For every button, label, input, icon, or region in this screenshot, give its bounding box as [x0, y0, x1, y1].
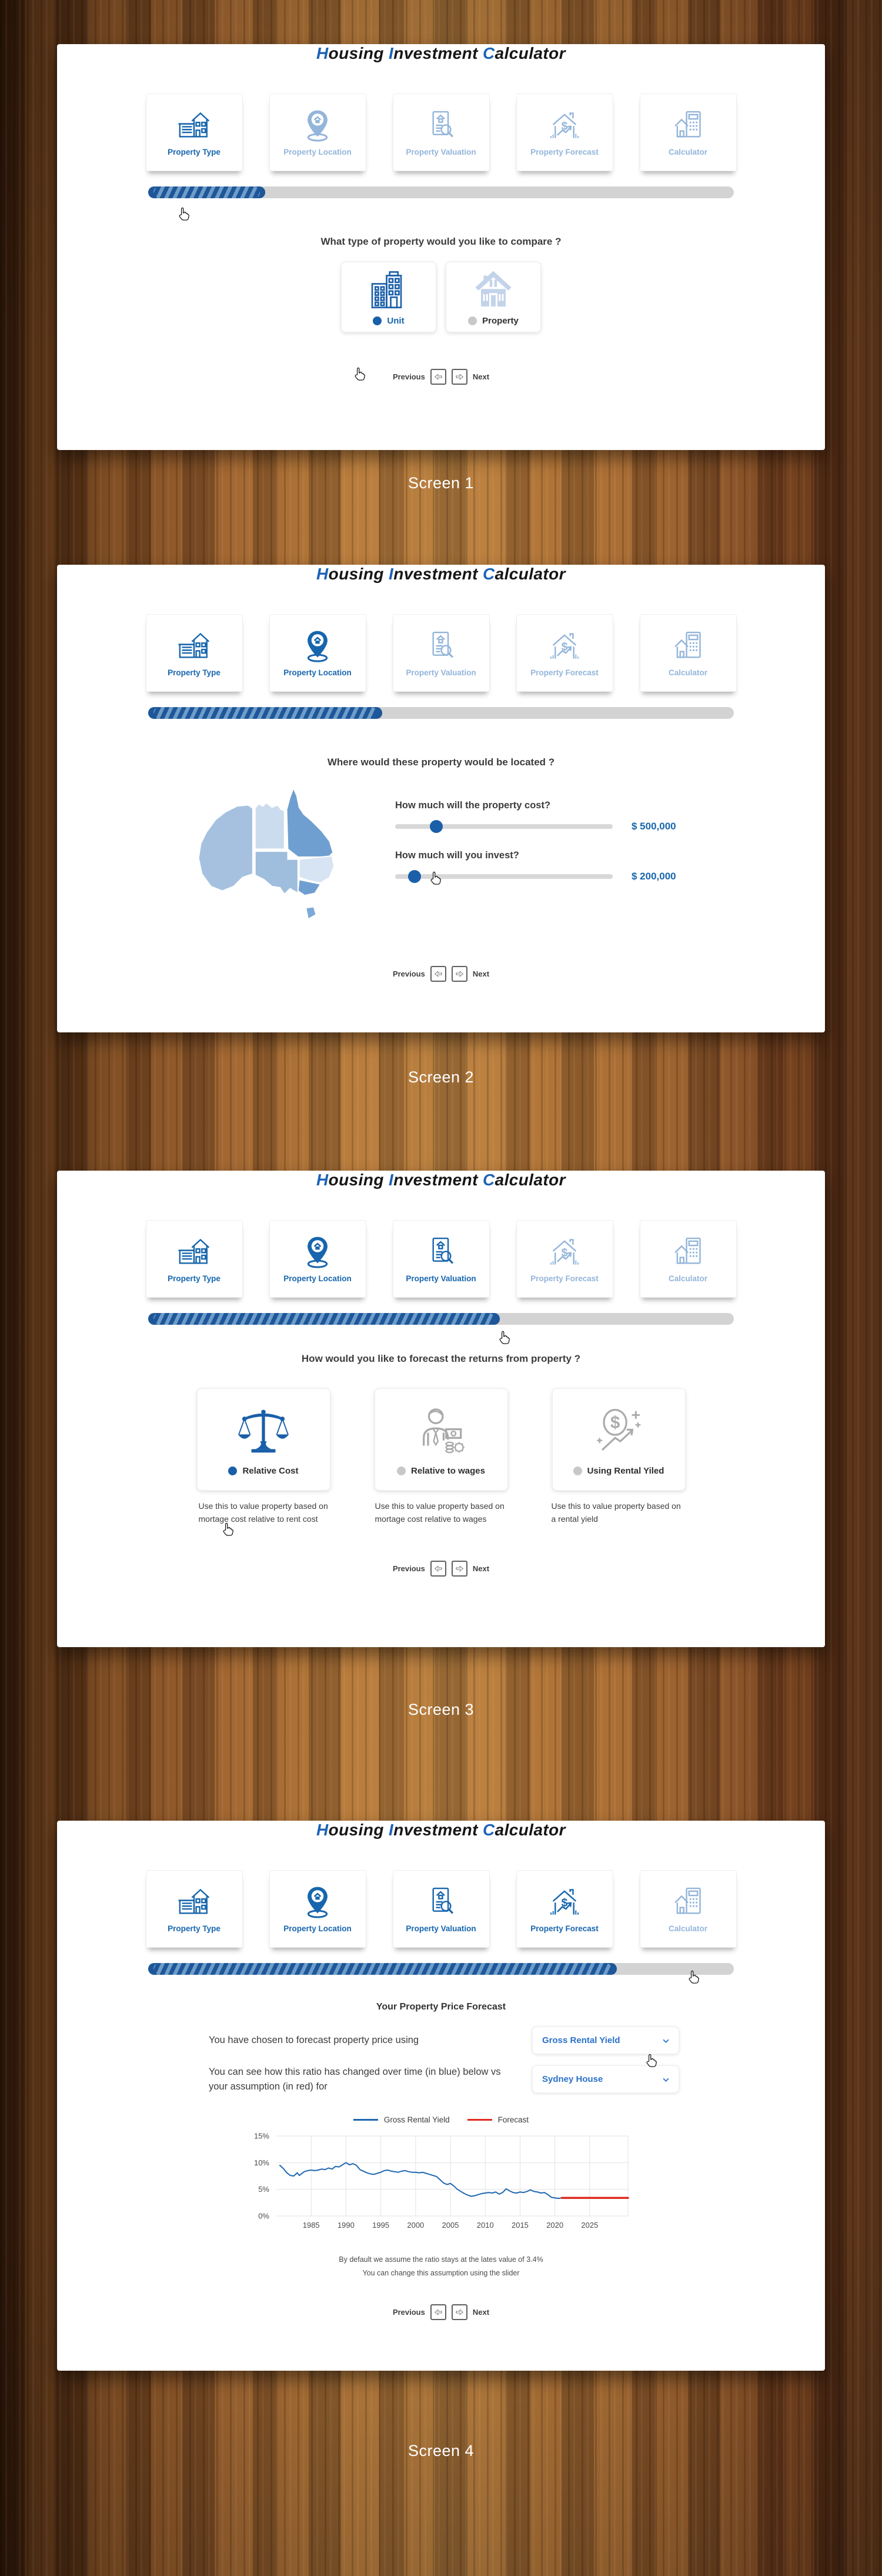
unit-buildings-icon [367, 269, 410, 311]
step-label: Property Forecast [530, 1274, 599, 1283]
nav-previous-arrow-button[interactable] [430, 1561, 446, 1577]
map-pin-icon [300, 1235, 335, 1269]
option-unit[interactable] [341, 262, 436, 332]
step-property-location[interactable] [269, 1870, 366, 1948]
map-pin-icon [300, 1885, 335, 1919]
step-label: Property Type [168, 1274, 220, 1283]
step-label: Property Valuation [406, 1274, 476, 1283]
dollar-growth-icon [592, 1404, 646, 1460]
svg-text:2005: 2005 [442, 2220, 459, 2230]
step-label: Calculator [668, 1274, 708, 1283]
title-letter: nvestment [393, 1171, 483, 1189]
wizard-nav [57, 966, 825, 982]
svg-text:2000: 2000 [407, 2220, 425, 2230]
step-label: Property Forecast [530, 1924, 599, 1933]
forecast-heading: Your Property Price Forecast [376, 2002, 506, 2012]
screen-2-card [57, 565, 825, 1032]
note-line-1: By default we assume the ratio stays at the lates value of 3.4% [339, 2255, 543, 2264]
title-letter: nvestment [393, 565, 483, 583]
option-radio-row [373, 316, 404, 326]
step-property-valuation[interactable] [393, 614, 490, 692]
svg-text:$: $ [561, 1247, 568, 1259]
title-letter: nvestment [393, 1821, 483, 1839]
map-region-nsw[interactable] [299, 856, 335, 883]
step-calculator[interactable] [640, 614, 737, 692]
radio-selected[interactable] [228, 1467, 237, 1475]
radio-unselected[interactable] [573, 1467, 582, 1475]
step-label: Property Location [283, 1924, 352, 1933]
progress-fill [148, 186, 265, 198]
progress-bar [148, 1313, 734, 1325]
nav-previous-arrow-button[interactable] [430, 966, 446, 982]
house-calculator-icon [671, 1235, 705, 1269]
house-dollar-trend-icon [547, 629, 582, 663]
svg-text:1995: 1995 [372, 2220, 390, 2230]
step-calculator[interactable] [640, 94, 737, 171]
option-relative-to-wages[interactable] [375, 1388, 508, 1491]
property-type-options [57, 262, 825, 332]
previous-button[interactable]: Previous [392, 969, 425, 978]
map-region-qld[interactable] [287, 788, 333, 857]
step-property-valuation[interactable] [393, 1220, 490, 1298]
forecast-metric-text: You have chosen to forecast property price using [209, 2035, 419, 2046]
svg-text:2015: 2015 [511, 2220, 529, 2230]
svg-text:15%: 15% [253, 2131, 269, 2140]
dropdown-value: Gross Rental Yield [542, 2035, 620, 2045]
step-label: Calculator [668, 148, 708, 156]
balance-scales-icon [236, 1404, 290, 1460]
title-accent-letter: H [316, 1821, 329, 1839]
market-dropdown-slot [514, 2065, 679, 2093]
step-property-type[interactable] [146, 1220, 243, 1298]
title-letter: alculator [495, 1171, 566, 1189]
document-search-icon [424, 629, 458, 663]
option-label: Relative Cost [242, 1465, 299, 1476]
title-accent-letter: H [316, 44, 329, 62]
title-letter: nvestment [393, 44, 483, 62]
slider-track-0[interactable] [395, 824, 613, 829]
previous-button[interactable]: Previous [392, 372, 425, 381]
person-money-icon [414, 1404, 468, 1460]
previous-button[interactable]: Previous [392, 2308, 425, 2317]
step-property-location[interactable] [269, 1220, 366, 1298]
slider-value-1: $ 200,000 [632, 871, 676, 882]
australia-map [192, 782, 369, 929]
cursor-pointer-icon [498, 1331, 511, 1346]
legend-item-forecast [467, 2115, 529, 2124]
title-accent-letter: C [483, 1171, 495, 1189]
nav-next-arrow-button[interactable] [452, 966, 467, 982]
title-accent-letter: H [316, 1171, 329, 1189]
svg-text:0%: 0% [258, 2211, 269, 2220]
yield-chart [247, 2130, 635, 2238]
svg-text:$: $ [561, 1897, 568, 1909]
forecast-method-descriptions [57, 1500, 825, 1525]
svg-text:2025: 2025 [581, 2220, 599, 2230]
step-label: Property Forecast [530, 668, 599, 677]
screen-3-card [57, 1171, 825, 1647]
step-label: Property Type [168, 148, 220, 156]
option-radio-row [468, 316, 519, 326]
option-label: Property [482, 315, 519, 326]
slider-label-1: How much will you invest? [395, 850, 519, 861]
title-letter: alculator [495, 565, 566, 583]
progress-fill [148, 1963, 617, 1975]
question-text: Where would these property would be located ? [327, 757, 555, 768]
question-text: What type of property would you like to compare ? [320, 236, 562, 247]
next-button[interactable]: Next [472, 1564, 490, 1574]
step-property-valuation[interactable] [393, 1870, 490, 1948]
step-label: Property Location [283, 1274, 352, 1283]
step-property-forecast[interactable] [516, 1870, 613, 1948]
market-dropdown[interactable] [532, 2065, 679, 2093]
step-label: Property Location [283, 668, 352, 677]
progress-bar [148, 186, 734, 198]
nav-next-arrow-button[interactable] [452, 1561, 467, 1577]
previous-button[interactable]: Previous [392, 1564, 425, 1574]
wizard-nav [57, 369, 825, 385]
title-accent-letter: C [483, 44, 495, 62]
option-label: Using Rental Yiled [587, 1465, 664, 1476]
svg-text:$: $ [610, 1412, 620, 1432]
progress-bar [148, 707, 734, 719]
title-accent-letter: I [389, 565, 394, 583]
house-calculator-icon [671, 629, 705, 663]
step-list [57, 94, 825, 171]
slider-label-0: How much will the property cost? [395, 800, 551, 811]
map-region-nt[interactable] [255, 803, 285, 849]
house-silhouette-icon [470, 269, 517, 311]
dropdown-value: Sydney House [542, 2074, 603, 2085]
progress-fill [148, 707, 382, 719]
chevron-down-icon [663, 2074, 669, 2084]
house-garage-icon [177, 108, 211, 142]
svg-text:5%: 5% [258, 2184, 269, 2194]
screen-4-caption: Screen 4 [407, 2442, 475, 2460]
step-list [57, 1220, 825, 1298]
house-dollar-trend-icon [547, 1235, 582, 1269]
app-title [57, 565, 825, 584]
step-property-forecast[interactable] [516, 1220, 613, 1298]
legend-item-gross-rental-yield [353, 2115, 450, 2124]
series-gross-rental-yield [280, 2162, 562, 2198]
option-label: Relative to wages [411, 1465, 485, 1476]
note-line-2: You can change this assumption using the slider [362, 2269, 520, 2278]
nav-next-arrow-button[interactable] [452, 2304, 467, 2320]
slider-row-0 [395, 819, 724, 834]
document-search-icon [424, 1235, 458, 1269]
screen-4-card [57, 1821, 825, 2371]
title-letter: ousing [328, 1821, 389, 1839]
step-label: Property Valuation [406, 1924, 476, 1933]
nav-previous-arrow-button[interactable] [430, 2304, 446, 2320]
wizard-nav [57, 2304, 825, 2320]
map-region-tas[interactable] [306, 907, 316, 919]
step-property-type[interactable] [146, 1870, 243, 1948]
legend-label: Forecast [497, 2115, 529, 2124]
step-property-location[interactable] [269, 614, 366, 692]
svg-text:1990: 1990 [337, 2220, 355, 2230]
step-property-type[interactable] [146, 94, 243, 171]
wood-desktop-background [0, 44, 882, 2576]
step-property-forecast[interactable] [516, 614, 613, 692]
screen-1-card [57, 44, 825, 450]
step-label: Property Valuation [406, 668, 476, 677]
app-title [57, 1821, 825, 1839]
metric-dropdown-slot [514, 2027, 679, 2054]
document-search-icon [424, 1885, 458, 1919]
app-title [57, 1171, 825, 1189]
house-dollar-trend-icon [547, 1885, 582, 1919]
step-property-valuation[interactable] [393, 94, 490, 171]
step-label: Property Forecast [530, 148, 599, 156]
option-radio-row [228, 1466, 298, 1476]
document-search-icon [424, 108, 458, 142]
legend-swatch [353, 2119, 378, 2121]
title-accent-letter: I [389, 1171, 394, 1189]
screen-2-caption: Screen 2 [407, 1068, 475, 1086]
step-label: Property Location [283, 148, 352, 156]
svg-text:10%: 10% [253, 2158, 269, 2167]
title-letter: ousing [328, 565, 389, 583]
app-title [57, 44, 825, 63]
step-label: Calculator [668, 668, 708, 677]
map-pin-icon [300, 629, 335, 663]
location-content-row [57, 782, 825, 929]
slider-value-0: $ 500,000 [632, 821, 676, 832]
step-calculator[interactable] [640, 1220, 737, 1298]
option-radio-row [397, 1466, 485, 1476]
svg-text:$: $ [561, 641, 568, 654]
title-letter: ousing [328, 44, 389, 62]
step-calculator[interactable] [640, 1870, 737, 1948]
title-accent-letter: C [483, 1821, 495, 1839]
step-list [57, 614, 825, 692]
step-property-type[interactable] [146, 614, 243, 692]
forecast-metric-row [209, 2027, 825, 2054]
next-button[interactable]: Next [472, 372, 490, 381]
next-button[interactable]: Next [472, 969, 490, 978]
house-calculator-icon [671, 108, 705, 142]
option-description-relative-to-wages: Use this to value property based on mortage cost relative to wages [375, 1501, 505, 1524]
chart-legend [57, 2115, 825, 2124]
progress-bar [148, 1963, 734, 1975]
legend-label: Gross Rental Yield [383, 2115, 450, 2124]
house-garage-icon [177, 1235, 211, 1269]
step-property-forecast[interactable] [516, 94, 613, 171]
slider-thumb-0[interactable] [430, 820, 443, 833]
slider-thumb-1[interactable] [408, 870, 421, 883]
question-text: How would you like to forecast the returns from property ? [301, 1353, 581, 1364]
map-region-wa[interactable] [199, 805, 253, 891]
house-garage-icon [177, 1885, 211, 1919]
svg-text:1985: 1985 [302, 2220, 320, 2230]
forecast-note [57, 2253, 825, 2281]
house-garage-icon [177, 629, 211, 663]
metric-dropdown[interactable] [532, 2027, 679, 2054]
svg-text:2010: 2010 [476, 2220, 494, 2230]
svg-text:$: $ [561, 120, 568, 133]
svg-text:2020: 2020 [546, 2220, 564, 2230]
progress-fill [148, 1313, 500, 1325]
step-label: Calculator [668, 1924, 708, 1933]
map-region-sa[interactable] [255, 851, 298, 894]
screen-1-caption: Screen 1 [407, 474, 475, 492]
option-description-relative-cost: Use this to value property based on mortage cost relative to rent cost [198, 1501, 328, 1524]
screen-3-caption: Screen 3 [407, 1701, 475, 1718]
wizard-nav [57, 1561, 825, 1577]
option-using-rental-yiled[interactable] [552, 1388, 686, 1491]
slider-track-1[interactable] [395, 874, 613, 879]
option-radio-row [573, 1466, 664, 1476]
radio-unselected[interactable] [397, 1467, 406, 1475]
title-accent-letter: I [389, 44, 394, 62]
step-label: Property Valuation [406, 148, 476, 156]
next-button[interactable]: Next [472, 2308, 490, 2317]
cursor-pointer-icon [178, 207, 191, 222]
forecast-market-text: You can see how this ratio has changed over time (in blue) below vs your assumption (in red) for [209, 2067, 501, 2092]
radio-unselected[interactable] [468, 316, 477, 325]
title-accent-letter: I [389, 1821, 394, 1839]
slider-panel [395, 782, 724, 900]
chevron-down-icon [663, 2035, 669, 2045]
nav-next-arrow-button[interactable] [452, 369, 467, 385]
option-property[interactable] [446, 262, 541, 332]
option-relative-cost[interactable] [197, 1388, 330, 1491]
step-label: Property Type [168, 1924, 220, 1933]
forecast-market-row [209, 2065, 825, 2094]
nav-previous-arrow-button[interactable] [430, 369, 446, 385]
map-pin-icon [300, 108, 335, 142]
legend-swatch [467, 2119, 492, 2121]
title-letter: alculator [495, 1821, 566, 1839]
house-calculator-icon [671, 1885, 705, 1919]
option-label: Unit [387, 315, 405, 326]
title-letter: alculator [495, 44, 566, 62]
radio-selected[interactable] [373, 316, 382, 325]
step-property-location[interactable] [269, 94, 366, 171]
house-dollar-trend-icon [547, 108, 582, 142]
title-accent-letter: C [483, 565, 495, 583]
slider-row-1 [395, 869, 724, 884]
step-label: Property Type [168, 668, 220, 677]
forecast-method-options [57, 1388, 825, 1491]
step-list [57, 1870, 825, 1948]
option-description-using-rental-yiled: Use this to value property based on a rental yield [551, 1501, 681, 1524]
title-accent-letter: H [316, 565, 329, 583]
title-letter: ousing [328, 1171, 389, 1189]
